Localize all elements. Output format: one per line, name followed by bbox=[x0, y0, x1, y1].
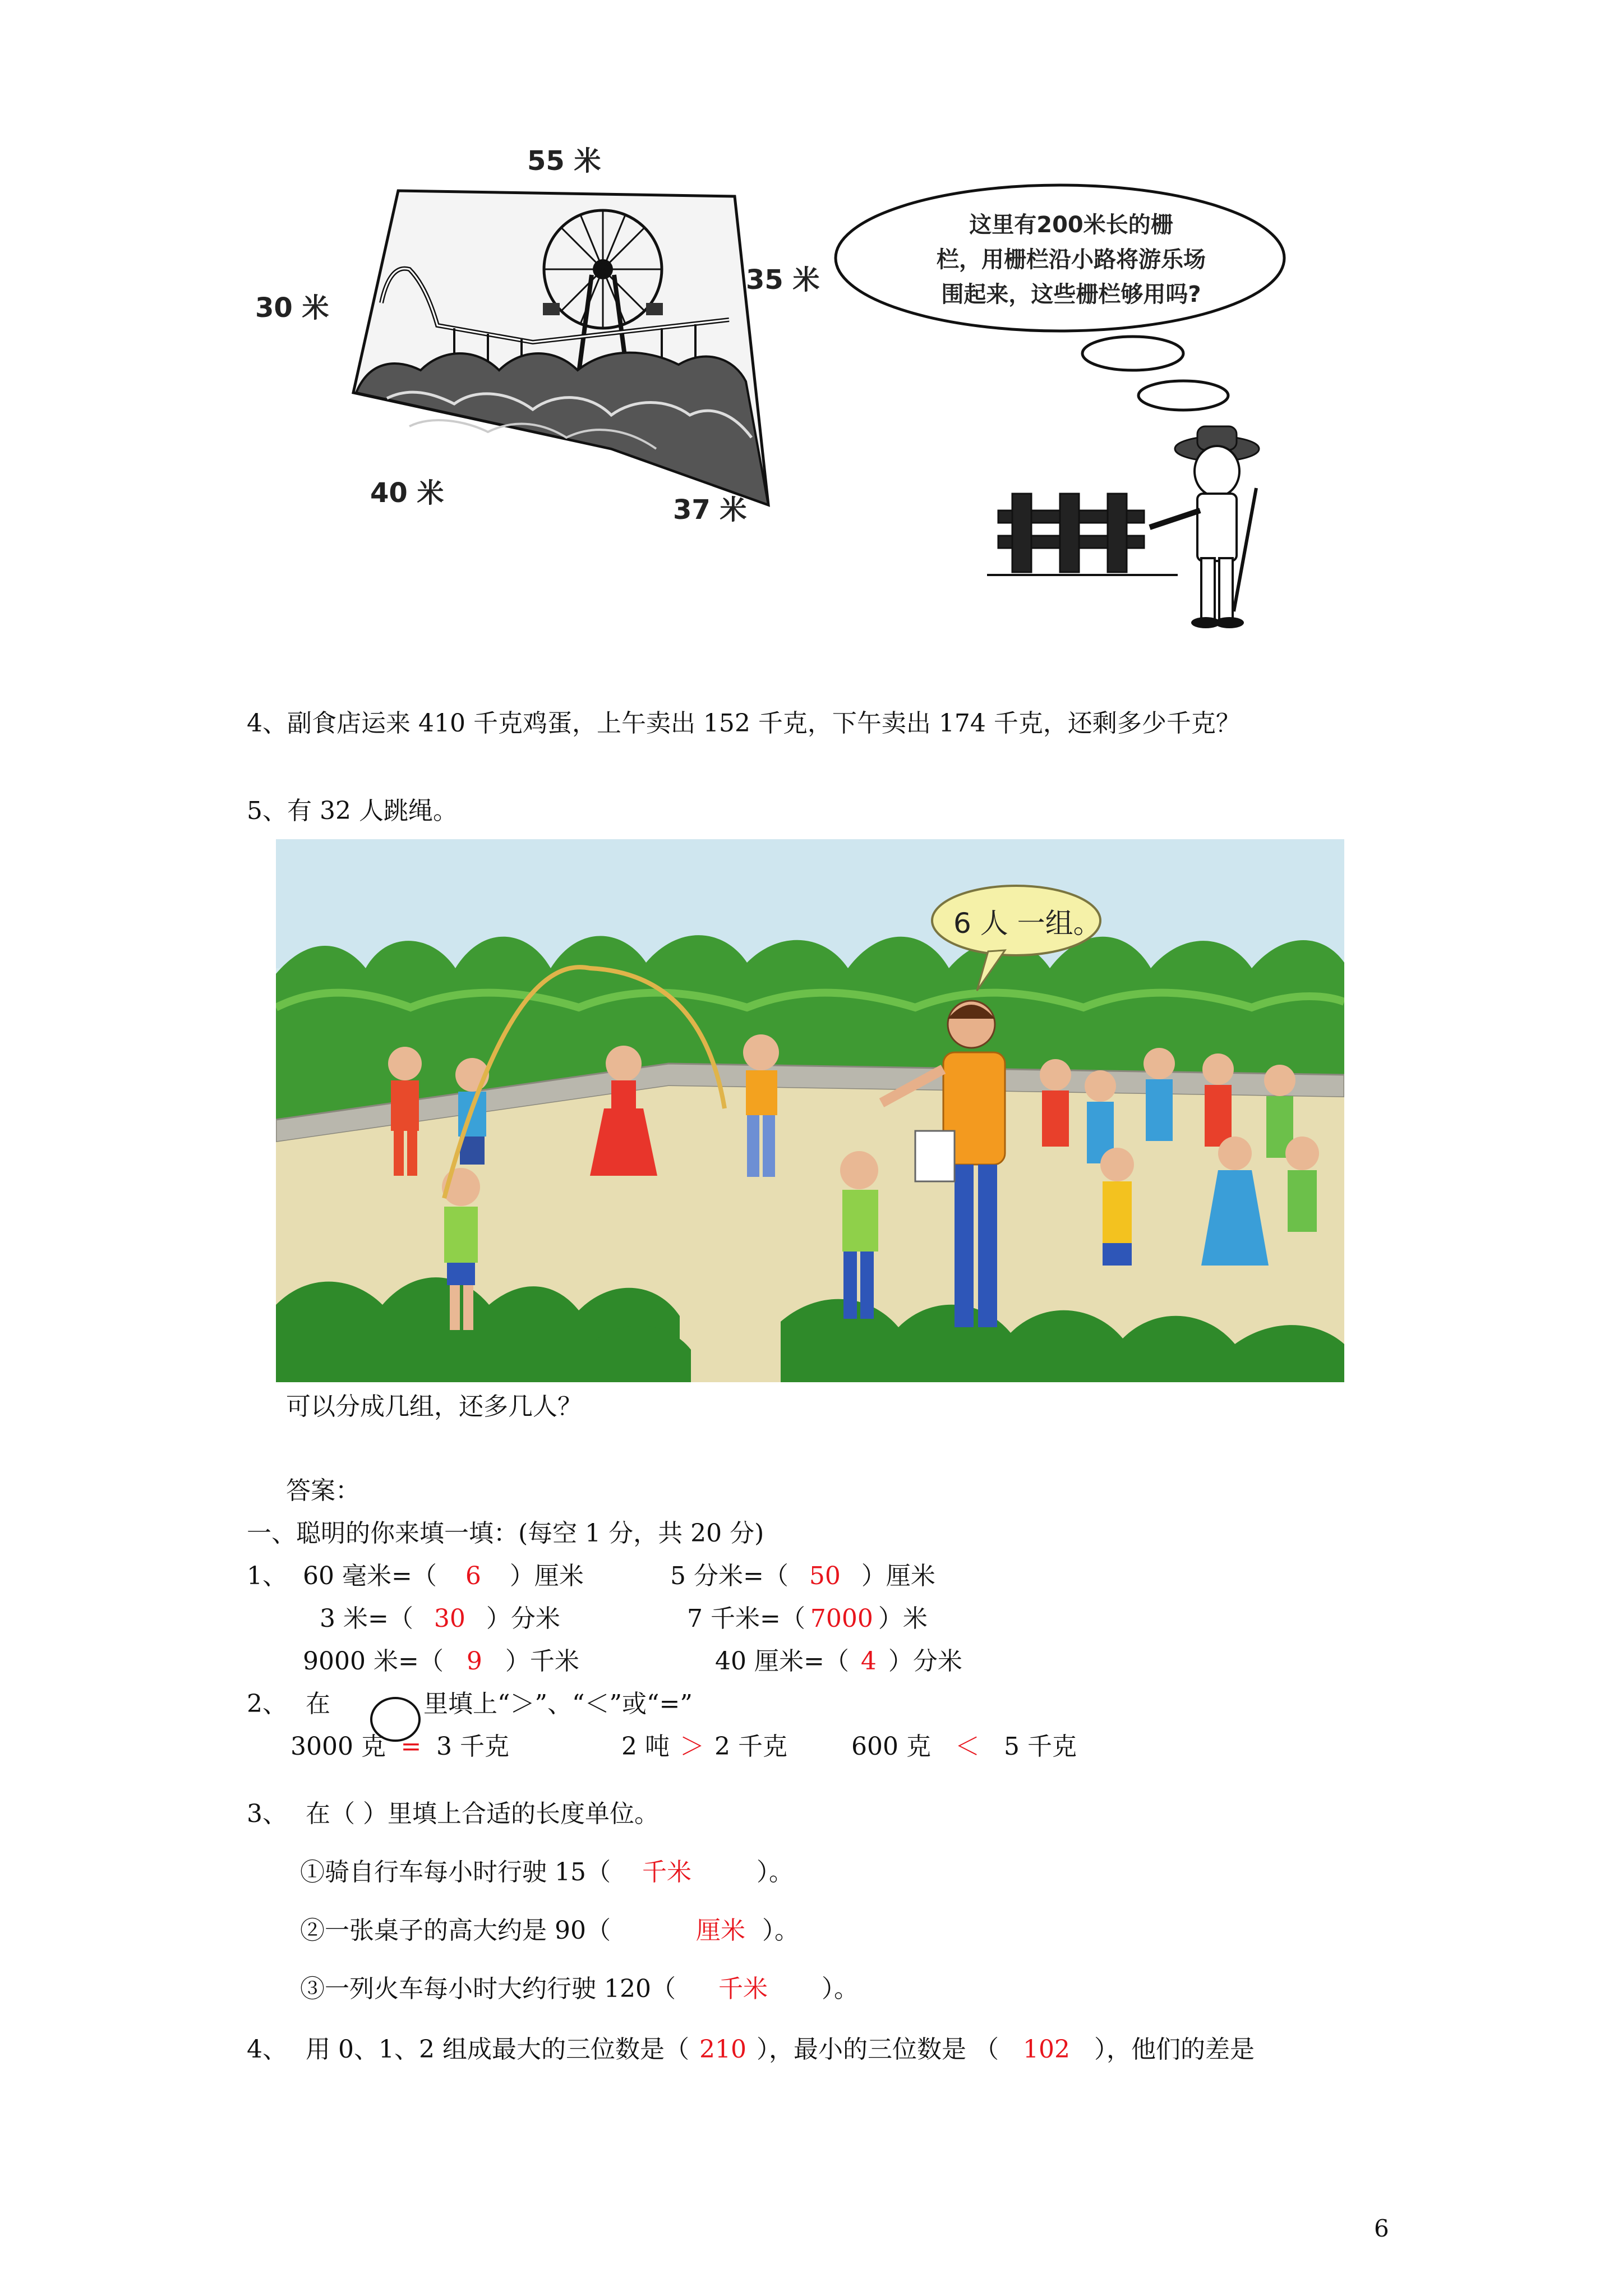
comparison-right: 2 千克 bbox=[714, 1732, 787, 1761]
comparison-answer: ＜ bbox=[955, 1732, 980, 1761]
speech-line: 栏，用栅栏沿小路将游乐场 bbox=[937, 247, 1206, 273]
comparison-right: 3 千克 bbox=[436, 1732, 509, 1761]
speech-line: 围起来，这些栅栏够用吗? bbox=[941, 282, 1201, 307]
item-1-number: 1、 bbox=[247, 1562, 287, 1590]
conversion-row-2a bbox=[320, 1603, 560, 1635]
sentence-end: ）。 bbox=[756, 1858, 794, 1887]
item-4-text bbox=[306, 2034, 1255, 2065]
sentence-end: ）。 bbox=[762, 1916, 799, 1945]
bottom-right-length-label: 37 米 bbox=[673, 494, 747, 526]
answer-value: 4 bbox=[860, 1647, 877, 1676]
conversion-prefix: 9000 米=（ bbox=[303, 1647, 444, 1676]
item-4-prefix: 用 0、1、2 组成最大的三位数是（ bbox=[306, 2035, 689, 2064]
comparison-left: 600 克 bbox=[851, 1732, 931, 1761]
item-4-middle: ），最小的三位数是 （ bbox=[756, 2035, 999, 2064]
conversion-suffix: ）分米 bbox=[888, 1647, 962, 1676]
sentence-text: ①骑自行车每小时行驶 15（ bbox=[300, 1858, 611, 1887]
item-3-prompt: 在（ ）里填上合适的长度单位。 bbox=[306, 1800, 659, 1828]
comparison-left: 2 吨 bbox=[621, 1732, 670, 1761]
question-4: 4、副食店运来 410 千克鸡蛋，上午卖出 152 千克，下午卖出 174 千克，还剩多少千克？ bbox=[247, 709, 1241, 738]
comparison-right: 5 千克 bbox=[1003, 1732, 1077, 1761]
answer-value: 50 bbox=[809, 1562, 841, 1590]
left-length-label: 30 米 bbox=[255, 292, 329, 324]
comparison-2 bbox=[621, 1731, 787, 1763]
comparison-left: 3000 克 bbox=[291, 1732, 386, 1761]
sentence-text: ③一列火车每小时大约行驶 120（ bbox=[300, 1975, 676, 2003]
conversion-row-1a bbox=[303, 1561, 584, 1592]
comparison-1 bbox=[291, 1731, 509, 1763]
conversion-prefix: 7 千米=（ bbox=[687, 1604, 805, 1633]
conversion-suffix: ）千米 bbox=[505, 1647, 579, 1676]
unit-sentence-2 bbox=[300, 1915, 799, 1947]
unit-answer: 千米 bbox=[642, 1858, 691, 1887]
question-5-prompt: 可以分成几组，还多几人？ bbox=[286, 1392, 582, 1421]
answer-value: 7000 bbox=[810, 1604, 873, 1633]
section-1-title: 一、聪明的你来填一填：(每空 1 分，共 20 分) bbox=[247, 1519, 764, 1548]
item-2-number: 2、 bbox=[247, 1690, 287, 1718]
answer-value: 9 bbox=[466, 1647, 482, 1676]
speech-text bbox=[875, 208, 1267, 312]
answers-heading: 答案： bbox=[286, 1476, 360, 1505]
answer-value: 30 bbox=[434, 1604, 465, 1633]
item-4-suffix: ），他们的差是 bbox=[1094, 2035, 1255, 2064]
conversion-row-1b bbox=[670, 1561, 935, 1592]
unit-sentence-3 bbox=[300, 1973, 859, 2005]
item-4-number: 4、 bbox=[247, 2035, 287, 2064]
conversion-suffix: ）厘米 bbox=[861, 1562, 935, 1590]
conversion-prefix: 3 米=（ bbox=[320, 1604, 413, 1633]
item-2-prompt-start: 在 bbox=[306, 1690, 330, 1718]
comparison-3 bbox=[851, 1731, 1077, 1763]
top-length-label: 55 米 bbox=[527, 145, 601, 177]
largest-number-answer: 210 bbox=[699, 2035, 746, 2064]
item-2-prompt-end: 里填上“＞”、“＜”或“=” bbox=[423, 1690, 693, 1718]
item-3-number: 3、 bbox=[247, 1800, 287, 1828]
answer-value: 6 bbox=[465, 1562, 481, 1590]
conversion-suffix: ）分米 bbox=[486, 1604, 560, 1633]
bottom-left-length-label: 40 米 bbox=[370, 477, 444, 509]
sentence-end: ）。 bbox=[821, 1975, 859, 2003]
conversion-suffix: ）米 bbox=[878, 1604, 928, 1633]
group-speech-text: 6 人 一组。 bbox=[953, 907, 1101, 940]
conversion-row-2b bbox=[687, 1603, 928, 1635]
comparison-answer: ＞ bbox=[679, 1732, 704, 1761]
conversion-suffix: ）厘米 bbox=[509, 1562, 584, 1590]
rope-skipping-illustration bbox=[276, 839, 1344, 1382]
unit-answer: 千米 bbox=[718, 1975, 768, 2003]
speech-line: 这里有200米长的栅 bbox=[969, 212, 1173, 238]
man-with-fence-illustration bbox=[987, 415, 1301, 639]
conversion-row-3a bbox=[303, 1646, 579, 1677]
conversion-prefix: 60 毫米=（ bbox=[303, 1562, 437, 1590]
right-length-label: 35 米 bbox=[746, 264, 820, 296]
smallest-number-answer: 102 bbox=[1022, 2035, 1070, 2064]
unit-answer: 厘米 bbox=[695, 1916, 745, 1945]
conversion-prefix: 40 厘米=（ bbox=[715, 1647, 849, 1676]
conversion-prefix: 5 分米=（ bbox=[670, 1562, 789, 1590]
amusement-park-figure bbox=[241, 135, 864, 516]
page-number: 6 bbox=[1374, 2215, 1389, 2242]
conversion-row-3b bbox=[715, 1646, 962, 1677]
unit-sentence-1 bbox=[300, 1857, 794, 1888]
comparison-answer: = bbox=[400, 1732, 422, 1761]
sentence-text: ②一张桌子的高大约是 90（ bbox=[300, 1916, 611, 1945]
question-5: 5、有 32 人跳绳。 bbox=[247, 797, 458, 825]
